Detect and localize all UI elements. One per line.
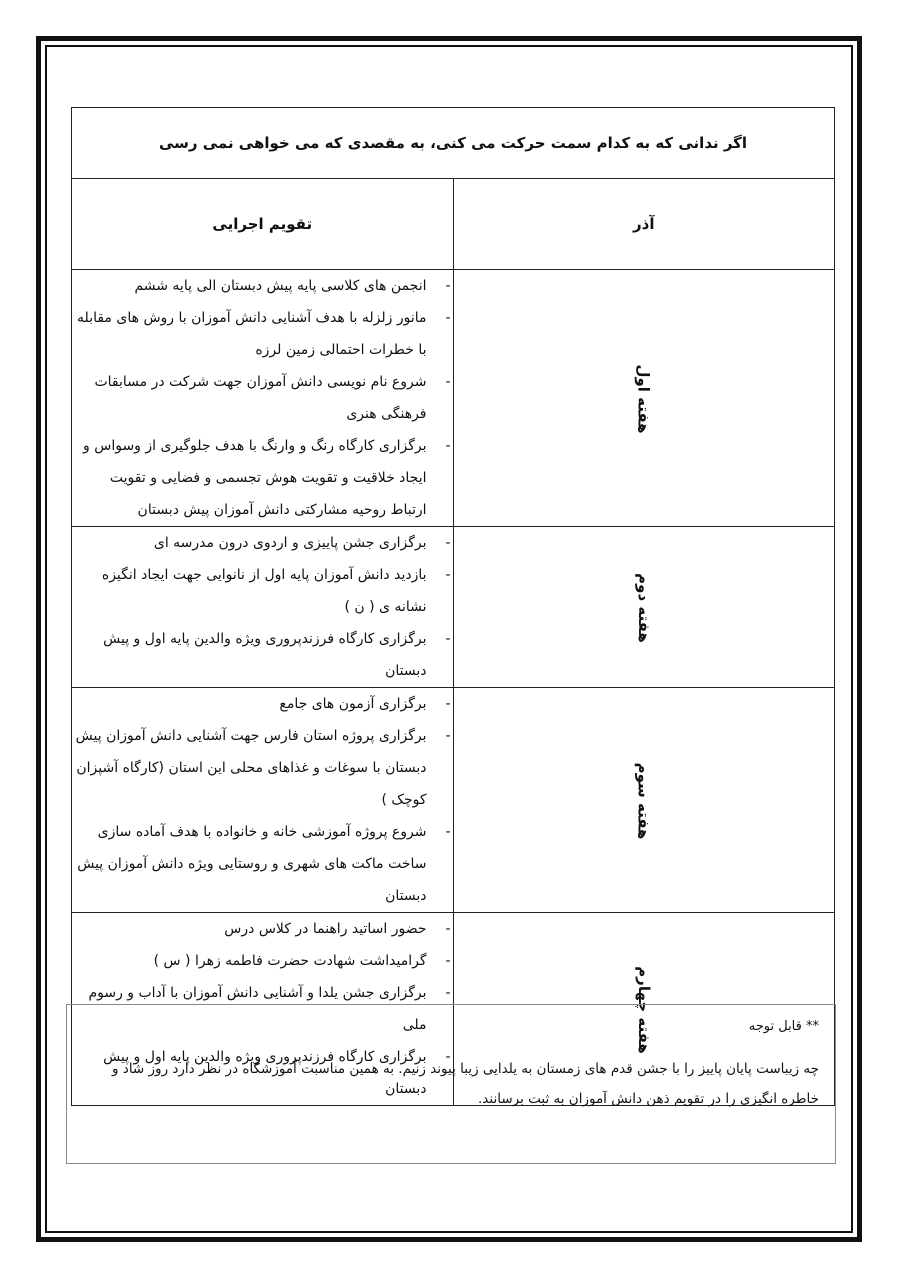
note-box — [66, 1004, 836, 1164]
activity-item: - برگزاری جشن پاییزی و اردوی درون مدرسه ای — [72, 527, 453, 559]
activity-list-cell — [72, 270, 454, 527]
week-label: هفته دوم — [634, 572, 653, 643]
activity-list — [72, 270, 453, 526]
activity-item: - برگزاری کارگاه فرزندپروری ویژه والدین پایه اول و پیش دبستان — [72, 623, 453, 687]
motto-heading: اگر ندانی که به کدام سمت حرکت می کنی، به مقصدی که می خواهی نمی رسی — [72, 108, 835, 179]
activity-item: - گرامیداشت شهادت حضرت فاطمه زهرا ( س ) — [72, 945, 453, 977]
note-body: چه زیباست پایان پاییز را با جشن قدم های زمستان به یلدایی زیبا پیوند زنیم. به همین مناسبت آموزشگاه در نظر دارد روز شاد و خاطره انگیزی را در تقویم ذهن دانش آموزان به ثبت برسانند. — [112, 1061, 819, 1107]
week-row — [72, 527, 835, 688]
activity-list — [72, 688, 453, 912]
activity-list — [72, 527, 453, 687]
activity-list-cell — [72, 527, 454, 688]
week-label: هفته چهارم — [634, 965, 653, 1054]
activity-item: - مانور زلزله با هدف آشنایی دانش آموزان با روش های مقابله با خطرات احتمالی زمین لرزه — [72, 302, 453, 366]
week-label-cell — [453, 527, 835, 688]
activity-item: - برگزاری جشن یلدا و آشنایی دانش آموزان با آداب و رسوم ملی — [72, 977, 453, 1041]
week-label: هفته سوم — [634, 762, 653, 839]
activity-item: - برگزاری کارگاه فرزندپروری ویژه والدین پایه اول و پیش دبستان — [72, 1041, 453, 1105]
activity-item: - انجمن های کلاسی پایه پیش دبستان الی پایه ششم — [72, 270, 453, 302]
activity-item: - برگزاری پروژه استان فارس جهت آشنایی دانش آموزان پیش دبستان با سوغات و غذاهای محلی این استان (کارگاه آشپزان کوچک ) — [72, 720, 453, 816]
schedule-table — [71, 107, 835, 1106]
note-title: ** قابل توجه — [748, 1019, 819, 1034]
activity-list-cell — [72, 688, 454, 913]
month-label: آذر — [453, 179, 835, 270]
activity-item: - برگزاری کارگاه رنگ و وارنگ با هدف جلوگیری از وسواس و ایجاد خلاقیت و تقویت هوش تجسمی و فضایی و تقویت ارتباط روحیه مشارکتی دانش آموزان پیش دبستان — [72, 430, 453, 526]
activity-item: - بازدید دانش آموزان پایه اول از نانوایی جهت ایجاد انگیزه نشانه ی ( ن ) — [72, 559, 453, 623]
activity-item: - شروع نام نویسی دانش آموزان جهت شرکت در مسابقات فرهنگی هنری — [72, 366, 453, 430]
week-row — [72, 688, 835, 913]
week-label-cell — [453, 688, 835, 913]
activity-item: - برگزاری آزمون های جامع — [72, 688, 453, 720]
schedule-title: تقویم اجرایی — [72, 179, 454, 270]
week-row — [72, 270, 835, 527]
activity-item: - حضور اساتید راهنما در کلاس درس — [72, 913, 453, 945]
week-label: هفته اول — [634, 363, 653, 434]
week-label-cell — [453, 270, 835, 527]
activity-item: - شروع پروژه آموزشی خانه و خانواده با هدف آماده سازی ساخت ماکت های شهری و روستایی ویژه دانش آموزان پیش دبستان — [72, 816, 453, 912]
